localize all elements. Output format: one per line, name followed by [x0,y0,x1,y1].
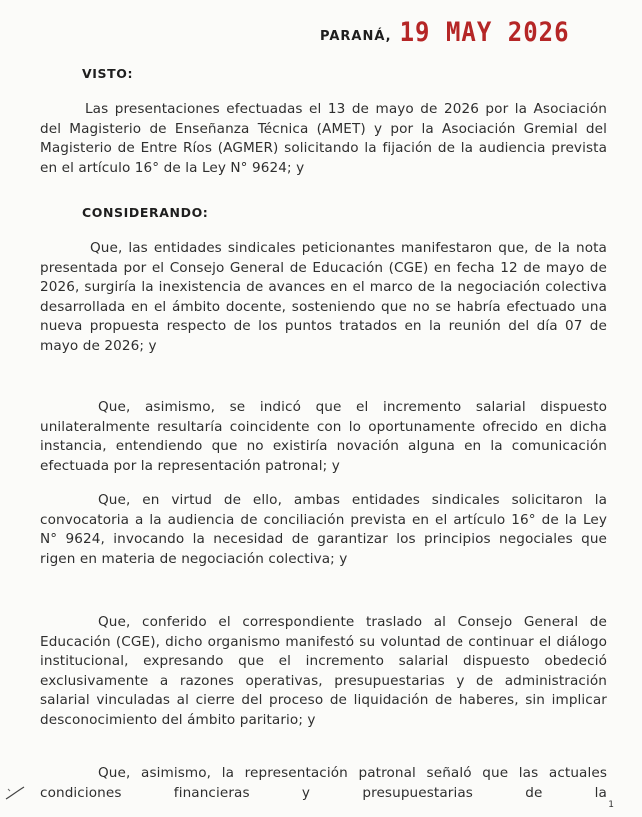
considerando-paragraph-1: Que, las entidades sindicales peticionantes manifestaron que, de la nota presentada por el Consejo General de Educación (CGE) en fecha 12 de mayo de 2026, surgiría la inexistencia de avances en el marco de la negociación colectiva desarrollada en el ámbito docente, sosteniendo que no se habría efectuado una nueva propuesta respecto de los puntos tratados en la reunión del día 07 de mayo de 2026; y [40,240,607,354]
dateline [320,18,570,46]
considerando-paragraph-3: Que, en virtud de ello, ambas entidades sindicales solicitaron la convocatoria a la audiencia de conciliación prevista en el artículo 16° de la Ley N° 9624, invocando la necesidad de garantizar los principios negociales que rigen en materia de negociación colectiva; y [40,492,607,567]
date-stamp: 19 MAY 2026 [399,16,570,48]
page-number: 1 [608,800,614,810]
considerando-heading: CONSIDERANDO: [82,205,209,220]
considerando-paragraph-4: Que, conferido el correspondiente traslado al Consejo General de Educación (CGE), dicho organismo manifestó su voluntad de continuar el diálogo institucional, expresando que el incremento salarial dispuesto obedeció exclusivamente a razones operativas, presupuestarias y de administración salarial vinculadas al cierre del proceso de liquidación de haberes, sin implicar desconocimiento del ámbito paritario; y [40,614,607,728]
visto-paragraph: Las presentaciones efectuadas el 13 de mayo de 2026 por la Asociación del Magisterio de Enseñanza Técnica (AMET) y por la Asociación Gremial del Magisterio de Entre Ríos (AGMER) solicitando la fijación de la audiencia prevista en el artículo 16° de la Ley N° 9624; y [40,101,607,176]
city-label: PARANÁ, [320,29,392,44]
considerando-paragraph-2: Que, asimismo, se indicó que el incremento salarial dispuesto unilateralmente resultaría coincidente con lo oportunamente ofrecido en dicha instancia, entendiendo que no existiría novación alguna en la comunicación efectuada por la representación patronal; y [40,399,607,474]
pen-mark-icon [4,784,26,802]
visto-heading: VISTO: [82,66,134,81]
cropped-header-fragment [32,0,84,4]
considerando-paragraph-5: Que, asimismo, la representación patronal señaló que las actuales condiciones financieras y presupuestarias de la [40,765,607,801]
